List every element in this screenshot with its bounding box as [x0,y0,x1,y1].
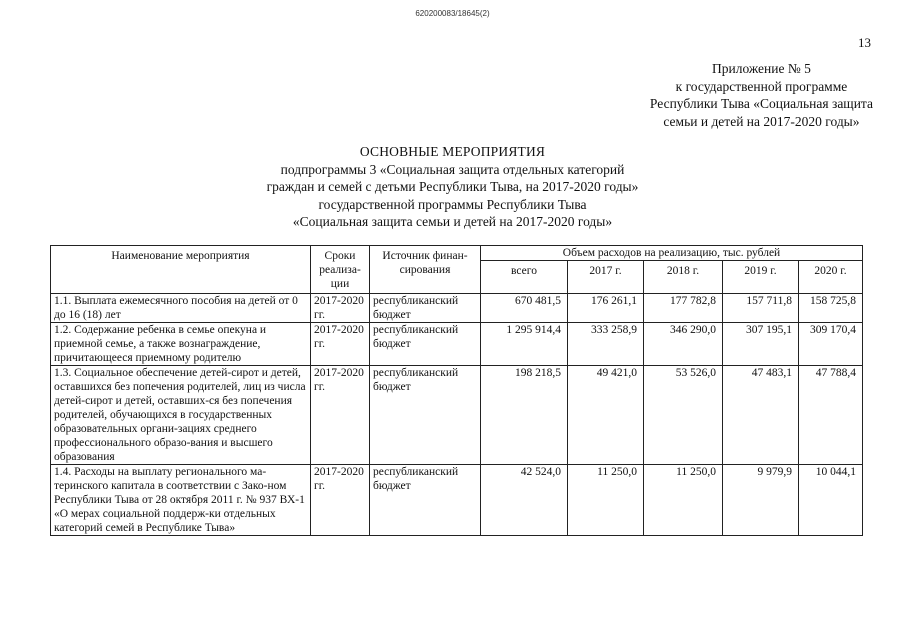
row-source: республиканский бюджет [370,294,481,323]
header-source: Источник финан-сирования [370,246,481,294]
subtitle-line: подпрограммы 3 «Социальная защита отдельных категорий [280,161,625,177]
row-terms: 2017-2020 гг. [311,465,370,536]
row-2018: 11 250,0 [644,465,723,536]
row-2019: 157 711,8 [723,294,799,323]
table-row [51,465,863,536]
header-total: всего [481,261,568,294]
annex-line: к государственной программе [675,78,848,94]
row-2018: 177 782,8 [644,294,723,323]
header-terms: Сроки реализа-ции [311,246,370,294]
table-row [51,323,863,366]
row-2019: 307 195,1 [723,323,799,366]
row-2019: 47 483,1 [723,366,799,465]
row-total: 670 481,5 [481,294,568,323]
document-title [0,143,905,231]
header-2019: 2019 г. [723,261,799,294]
row-2020: 158 725,8 [799,294,863,323]
row-2017: 11 250,0 [568,465,644,536]
row-name: 1.3. Социальное обеспечение детей-сирот и детей, оставшихся без попечения родителей, лиц из числа детей-сирот и детей, оставших-ся без попечения родителей, обучающихся в государственных образовательных органи-зациях среднего профессионального образо-вания и высшего образования [51,366,311,465]
annex-line: Приложение № 5 [712,61,811,76]
row-2017: 333 258,9 [568,323,644,366]
header-2017: 2017 г. [568,261,644,294]
table-row [51,366,863,465]
row-2018: 53 526,0 [644,366,723,465]
row-2020: 47 788,4 [799,366,863,465]
document-id: 620200083/18645(2) [415,9,490,18]
measures-table [50,245,863,536]
page-number: 13 [858,35,871,50]
row-terms: 2017-2020 гг. [311,294,370,323]
row-2017: 176 261,1 [568,294,644,323]
row-total: 1 295 914,4 [481,323,568,366]
header-2018: 2018 г. [644,261,723,294]
row-name: 1.4. Расходы на выплату регионального ма-теринского капитала в соответствии с Зако-ном Республики Тыва от 28 октября 2011 г. № 937 ВХ-1 «О мерах социальной поддерж-ки отдельных категорий семей в Республике Тыва» [51,465,311,536]
subtitle-line: государственной программы Республики Тыва [318,196,587,212]
row-total: 42 524,0 [481,465,568,536]
row-source: республиканский бюджет [370,366,481,465]
row-terms: 2017-2020 гг. [311,366,370,465]
subtitle-line: граждан и семей с детьми Республики Тыва, на 2017-2020 годы» [266,179,639,194]
row-source: республиканский бюджет [370,323,481,366]
table-row [51,294,863,323]
annex-block [650,60,873,130]
header-2020: 2020 г. [799,261,863,294]
row-2019: 9 979,9 [723,465,799,536]
row-2018: 346 290,0 [644,323,723,366]
table-header-row [51,246,863,261]
annex-line: семьи и детей на 2017-2020 годы» [663,113,860,129]
row-name: 1.2. Содержание ребенка в семье опекуна и приемной семье, а также вознаграждение, причитающееся приемному родителю [51,323,311,366]
row-source: республиканский бюджет [370,465,481,536]
row-total: 198 218,5 [481,366,568,465]
annex-line: Республики Тыва «Социальная защита [649,96,873,111]
header-name: Наименование мероприятия [51,246,311,294]
row-name: 1.1. Выплата ежемесячного пособия на детей от 0 до 16 (18) лет [51,294,311,323]
subtitle-line: «Социальная защита семьи и детей на 2017-2020 годы» [292,214,613,229]
row-2020: 309 170,4 [799,323,863,366]
header-expenses: Объем расходов на реализацию, тыс. рублей [481,246,863,261]
row-terms: 2017-2020 гг. [311,323,370,366]
row-2017: 49 421,0 [568,366,644,465]
main-title: ОСНОВНЫЕ МЕРОПРИЯТИЯ [359,144,546,159]
row-2020: 10 044,1 [799,465,863,536]
